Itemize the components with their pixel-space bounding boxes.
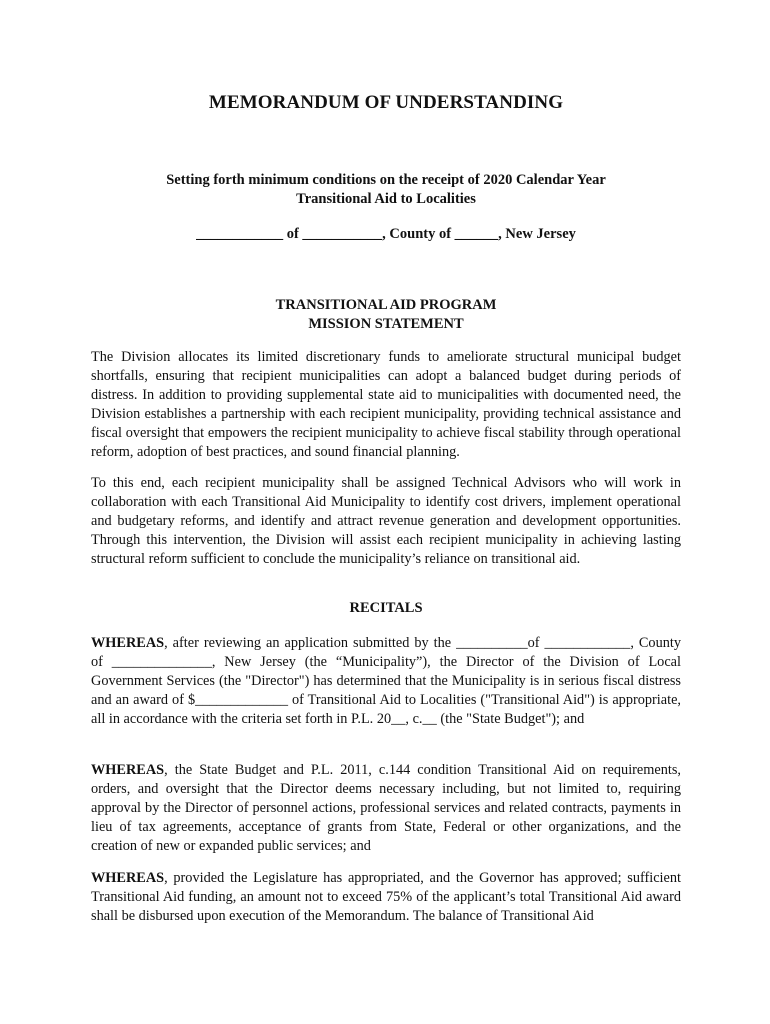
recitals-heading: RECITALS <box>349 600 423 616</box>
document-subtitle <box>91 171 681 209</box>
recital-paragraph-3 <box>91 869 681 926</box>
recital-1-text: , after reviewing an application submitted by the __________of ____________, County of ______________, New Jersey (the “Municipality”), the Director of the Division of Local Government Services (the "Director") has determined that the Municipality is in serious fiscal distress and an award of $_____________ of Transitional Aid to Localities ("Transitional Aid") is appropriate, all in accordance with the criteria set forth in P.L. 20__, c.__ (the "State Budget"); and <box>91 635 681 727</box>
whereas-keyword: WHEREAS <box>91 762 165 778</box>
mission-paragraph-2: To this end, each recipient municipality shall be assigned Technical Advisors who will work in collaboration with each Transitional Aid Municipality to identify cost drivers, implement operational and budgetary reforms, and identify and attract revenue generation and development opportunities. Through this intervention, the Division will assist each recipient municipality in achieving lasting structural reform sufficient to conclude the municipality’s reliance on transitional aid. <box>91 475 681 567</box>
mission-heading-line-2: MISSION STATEMENT <box>308 316 464 332</box>
recital-paragraph-1 <box>91 634 681 729</box>
whereas-keyword: WHEREAS <box>91 635 165 651</box>
subtitle-line-2: Transitional Aid to Localities <box>296 191 476 207</box>
recital-2-text: , the State Budget and P.L. 2011, c.144 condition Transitional Aid on requirements, orders, and oversight that the Director deems necessary including, but not limited to, requiring approval by the Director of personnel actions, professional services and related contracts, payments in lieu of tax agreements, acceptance of grants from State, Federal or other organizations, and the creation of new or expanded public services; and <box>91 762 681 854</box>
parties-line: ____________ of ___________, County of ______, New Jersey <box>196 226 576 242</box>
mission-paragraph-1: The Division allocates its limited discretionary funds to ameliorate structural municipal budget shortfalls, ensuring that recipient municipalities can adopt a balanced budget during periods of distress. In addition to providing supplemental state aid to municipalities with documented need, the Division establishes a partnership with each recipient municipality, providing technical assistance and fiscal oversight that empowers the recipient municipality to achieve fiscal stability through operational reform, adoption of best practices, and sound financial planning. <box>91 349 681 460</box>
mission-heading <box>91 296 681 334</box>
mission-heading-line-1: TRANSITIONAL AID PROGRAM <box>275 297 497 313</box>
subtitle-line-1: Setting forth minimum conditions on the receipt of 2020 Calendar Year <box>166 172 606 188</box>
recital-paragraph-2 <box>91 761 681 856</box>
whereas-keyword: WHEREAS <box>91 870 165 886</box>
recital-3-text: , provided the Legislature has appropriated, and the Governor has approved; sufficient Transitional Aid funding, an amount not to exceed 75% of the applicant’s total Transitional Aid award shall be disbursed upon execution of the Memorandum. The balance of Transitional Aid <box>91 870 681 924</box>
document-title: MEMORANDUM OF UNDERSTANDING <box>208 92 564 113</box>
